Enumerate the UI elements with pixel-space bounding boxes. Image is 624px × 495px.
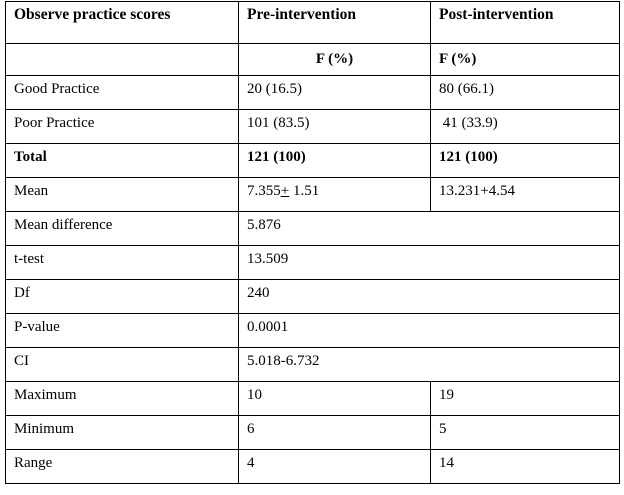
row-label-df: Df <box>6 280 239 314</box>
range-post: 14 <box>431 450 620 484</box>
total-post: 121 (100) <box>431 144 620 178</box>
table-row <box>6 280 620 314</box>
header-observe-practice-scores: Observe practice scores <box>6 2 239 44</box>
table-row <box>6 178 620 212</box>
row-label-mean: Mean <box>6 178 239 212</box>
minimum-post: 5 <box>431 416 620 450</box>
row-label-p-value: P-value <box>6 314 239 348</box>
row-label-maximum: Maximum <box>6 382 239 416</box>
row-label-t-test: t-test <box>6 246 239 280</box>
practice-scores-table <box>5 1 620 484</box>
df-value: 240 <box>239 280 620 314</box>
header-pre-intervention: Pre-intervention <box>239 2 431 44</box>
row-label-minimum: Minimum <box>6 416 239 450</box>
total-pre: 121 (100) <box>239 144 431 178</box>
table-subheader-row <box>6 44 620 76</box>
row-label-mean-difference: Mean difference <box>6 212 239 246</box>
poor-practice-post: 41 (33.9) <box>431 110 620 144</box>
table-header-row <box>6 2 620 44</box>
good-practice-pre: 20 (16.5) <box>239 76 431 110</box>
t-test-value: 13.509 <box>239 246 620 280</box>
table-row <box>6 212 620 246</box>
maximum-post: 19 <box>431 382 620 416</box>
table-row <box>6 416 620 450</box>
row-label-ci: CI <box>6 348 239 382</box>
table-row <box>6 450 620 484</box>
mean-post: 13.231+4.54 <box>431 178 620 212</box>
table-row <box>6 110 620 144</box>
range-pre: 4 <box>239 450 431 484</box>
minimum-pre: 6 <box>239 416 431 450</box>
row-label-total: Total <box>6 144 239 178</box>
row-label-good-practice: Good Practice <box>6 76 239 110</box>
subheader-empty <box>6 44 239 76</box>
table-row <box>6 348 620 382</box>
good-practice-post: 80 (66.1) <box>431 76 620 110</box>
p-value-value: 0.0001 <box>239 314 620 348</box>
row-label-poor-practice: Poor Practice <box>6 110 239 144</box>
table-row <box>6 246 620 280</box>
plus-minus-sign: + <box>280 183 290 199</box>
header-post-intervention: Post-intervention <box>431 2 620 44</box>
table-row <box>6 314 620 348</box>
mean-pre <box>239 178 431 212</box>
mean-pre-sd: 1.51 <box>289 183 320 199</box>
row-label-range: Range <box>6 450 239 484</box>
subheader-pre-frequency: F (%) <box>239 44 431 76</box>
subheader-post-frequency: F (%) <box>431 44 620 76</box>
table-row <box>6 144 620 178</box>
mean-difference-value: 5.876 <box>239 212 620 246</box>
table-row <box>6 382 620 416</box>
table-row <box>6 76 620 110</box>
ci-value: 5.018-6.732 <box>239 348 620 382</box>
poor-practice-pre: 101 (83.5) <box>239 110 431 144</box>
maximum-pre: 10 <box>239 382 431 416</box>
mean-pre-value: 7.355 <box>247 183 281 199</box>
